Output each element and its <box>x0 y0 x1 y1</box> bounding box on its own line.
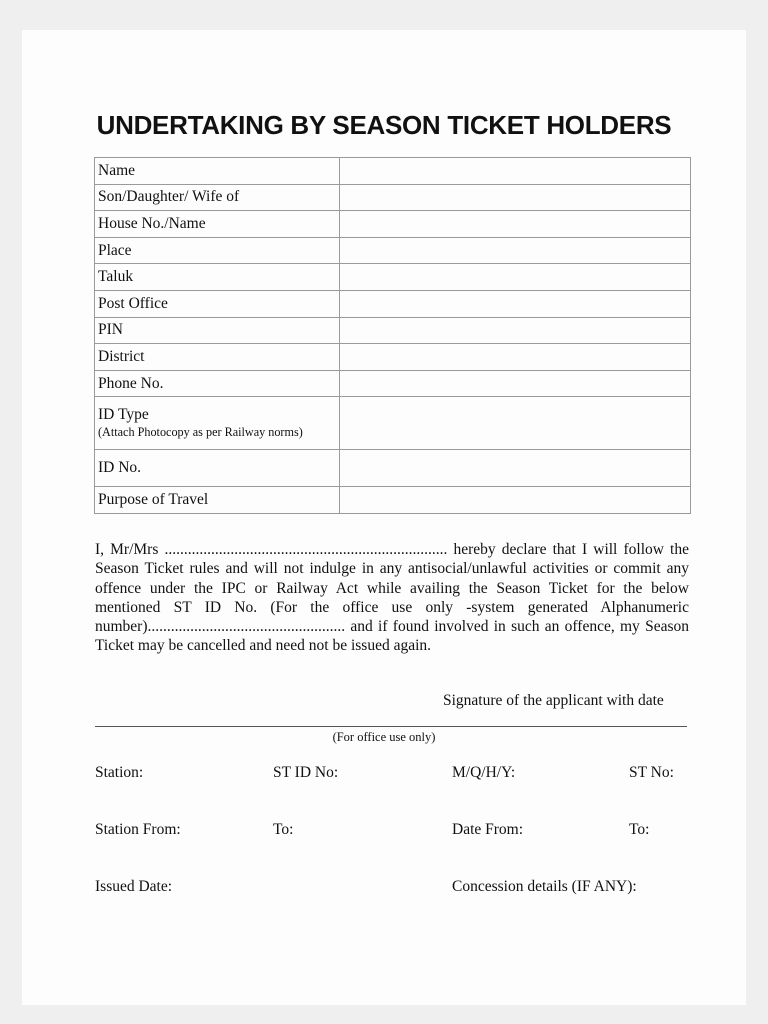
station-from-label: Station From: <box>95 821 181 838</box>
field-label-taluk: Taluk <box>95 264 340 291</box>
to-label: To: <box>273 821 294 838</box>
field-value-purpose[interactable] <box>340 487 691 514</box>
st-no-label: ST No: <box>629 764 674 781</box>
table-row <box>95 487 691 514</box>
table-row <box>95 184 691 211</box>
field-label-pin: PIN <box>95 317 340 344</box>
mqhy-label: M/Q/H/Y: <box>452 764 516 781</box>
table-row <box>95 290 691 317</box>
field-value-relation[interactable] <box>340 184 691 211</box>
table-row <box>95 370 691 397</box>
field-label-post-office: Post Office <box>95 290 340 317</box>
field-label-purpose: Purpose of Travel <box>95 487 340 514</box>
field-label-name: Name <box>95 158 340 185</box>
signature-label: Signature of the applicant with date <box>443 692 664 709</box>
field-label-phone: Phone No. <box>95 370 340 397</box>
field-value-district[interactable] <box>340 344 691 371</box>
issued-date-label: Issued Date: <box>95 878 173 895</box>
table-row <box>95 450 691 487</box>
station-label: Station: <box>95 764 144 781</box>
table-row <box>95 211 691 238</box>
field-label-relation: Son/Daughter/ Wife of <box>95 184 340 211</box>
date-from-label: Date From: <box>452 821 524 838</box>
field-value-pin[interactable] <box>340 317 691 344</box>
date-to-label: To: <box>629 821 650 838</box>
table-row <box>95 397 691 450</box>
field-value-id-no[interactable] <box>340 450 691 487</box>
field-value-phone[interactable] <box>340 370 691 397</box>
table-row <box>95 264 691 291</box>
field-value-house[interactable] <box>340 211 691 238</box>
table-row <box>95 237 691 264</box>
declaration-text: I, Mr/Mrs ......................................................................... hereby declare that I will follow the Season Ticket rules and will not indulge in any antisocial/unlawful activities or commit any offence under the IPC or Railway Act while availing the Season Ticket for the below mentioned ST ID No. (For the office use only -system generated Alphanumeric number)................................................... and if found involved in such an offence, my Season Ticket may be cancelled and need not be issued again. <box>95 541 689 655</box>
field-value-place[interactable] <box>340 237 691 264</box>
table-row <box>95 317 691 344</box>
field-label-district: District <box>95 344 340 371</box>
concession-label: Concession details (IF ANY): <box>452 878 637 895</box>
field-label-house: House No./Name <box>95 211 340 238</box>
form-title: UNDERTAKING BY SEASON TICKET HOLDERS <box>96 110 672 140</box>
field-value-id-type[interactable] <box>340 397 691 450</box>
table-row <box>95 344 691 371</box>
st-id-no-label: ST ID No: <box>273 764 339 781</box>
field-label-id-no: ID No. <box>95 450 340 487</box>
office-use-label: (For office use only) <box>332 730 436 744</box>
applicant-details-table <box>94 157 691 514</box>
field-value-post-office[interactable] <box>340 290 691 317</box>
field-label-id-type: ID Type <box>98 406 149 424</box>
table-row <box>95 158 691 185</box>
field-label-id-type-cell <box>95 397 340 450</box>
field-label-place: Place <box>95 237 340 264</box>
divider <box>95 726 687 727</box>
field-value-taluk[interactable] <box>340 264 691 291</box>
id-type-note: (Attach Photocopy as per Railway norms) <box>98 425 303 440</box>
field-value-name[interactable] <box>340 158 691 185</box>
